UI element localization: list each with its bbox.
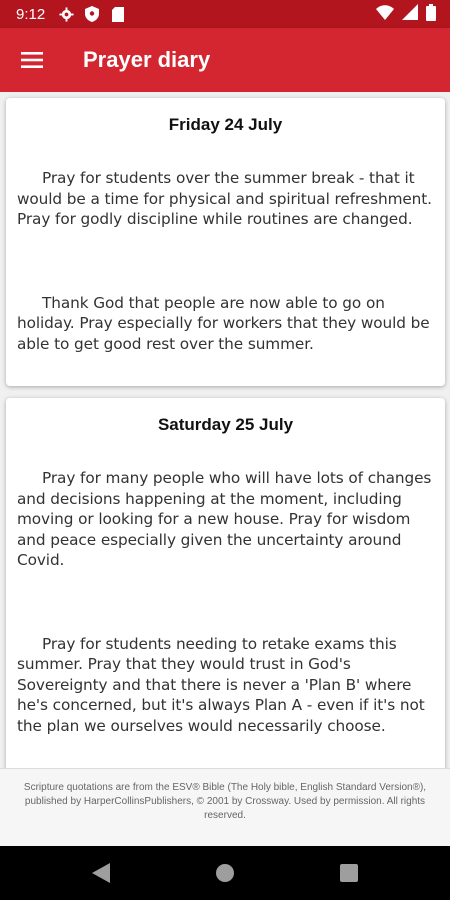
prayer-entry: Thank God that people are now able to go on holiday. Pray especially for workers that they would be able to get good rest over the summer. <box>17 293 430 353</box>
card-date: Saturday 25 July <box>157 415 294 434</box>
diary-card <box>6 98 445 386</box>
system-nav-bar <box>0 846 450 900</box>
gear-icon <box>57 5 75 23</box>
status-time: 9:12 <box>16 5 46 23</box>
diary-list[interactable] <box>0 92 450 768</box>
hamburger-menu-icon[interactable] <box>0 28 64 92</box>
status-right-icons <box>376 4 436 25</box>
prayer-entry: Pray for many people who will have lots of changes and decisions happening at the moment, including moving or looking for a new house. Pray for wisdom and peace especially given the uncertainty around Covid. <box>17 469 432 569</box>
copyright-footer: Scripture quotations are from the ESV® Bible (The Holy bible, English Standard Version®), published by HarperCollinsPublishers, © 2001 by Crossway. Used by permission. All rights reserved. <box>0 768 450 846</box>
app-bar <box>0 28 450 92</box>
prayer-entry: Pray for students over the summer break - that it would be a time for physical and spiritual refreshment. Pray for godly discipline while routines are changed. <box>17 169 432 228</box>
diary-card <box>6 398 445 768</box>
home-icon[interactable] <box>213 861 237 885</box>
sd-card-icon <box>109 5 127 23</box>
signal-icon <box>402 4 418 24</box>
prayer-entry: Pray for students needing to retake exams this summer. Pray that they would trust in God's Sovereignty and that there is never a 'Plan B' where he's concerned, but it's always Plan A - even if it's not the plan we ourselves would necessarily choose. <box>17 634 425 735</box>
page-title: Prayer diary <box>83 47 211 72</box>
wifi-icon <box>376 5 394 24</box>
back-icon[interactable] <box>89 861 113 885</box>
card-date: Friday 24 July <box>168 115 283 134</box>
shield-icon <box>83 5 101 23</box>
battery-icon <box>426 4 436 25</box>
status-bar <box>0 0 450 28</box>
recents-icon[interactable] <box>337 861 361 885</box>
